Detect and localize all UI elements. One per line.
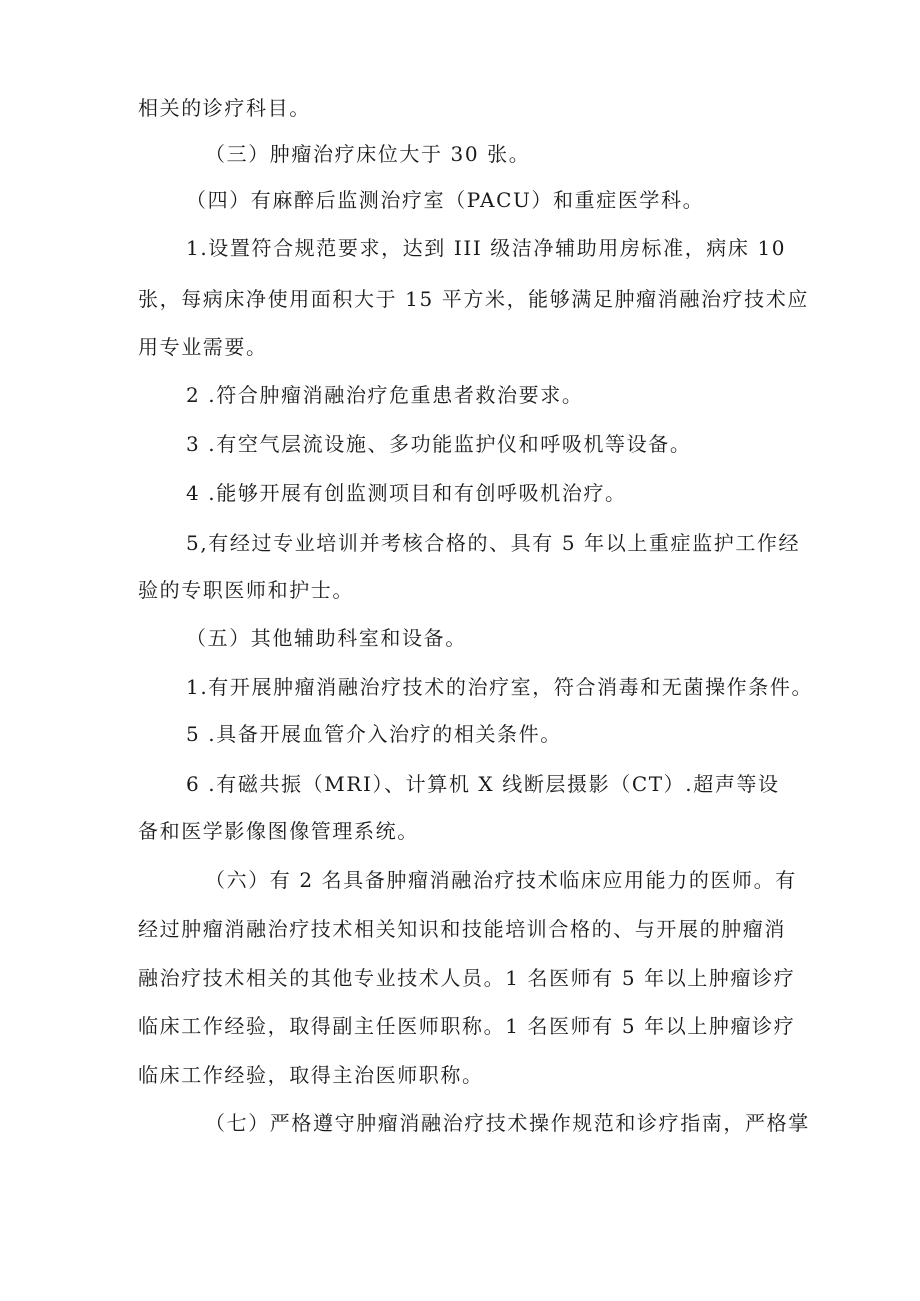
text-line: 1.设置符合规范要求，达到 III 级洁净辅助用房标准，病床 10 bbox=[186, 236, 787, 260]
text-line: （五）其他辅助科室和设备。 bbox=[186, 626, 467, 650]
text-line: 6 .有磁共振（MRI）、计算机 X 线断层摄影（CT）.超声等设 bbox=[186, 772, 780, 796]
text-line: 融治疗技术相关的其他专业技术人员。1 名医师有 5 年以上肿瘤诊疗 bbox=[138, 966, 796, 990]
text-line: 备和医学影像图像管理系统。 bbox=[138, 819, 419, 843]
text-line: （三）肿瘤治疗床位大于 30 张。 bbox=[205, 142, 531, 166]
text-line: 临床工作经验，取得副主任医师职称。1 名医师有 5 年以上肿瘤诊疗 bbox=[138, 1014, 796, 1038]
text-line: 1.有开展肿瘤消融治疗技术的治疗室，符合消毒和无菌操作条件。 bbox=[186, 675, 814, 699]
text-line: 2 .符合肿瘤消融治疗危重患者救治要求。 bbox=[186, 383, 584, 407]
text-line: 5 .具备开展血管介入治疗的相关条件。 bbox=[186, 722, 562, 746]
text-line: 5,有经过专业培训并考核合格的、具有 5 年以上重症监护工作经 bbox=[186, 531, 801, 555]
text-line: 临床工作经验，取得主治医师职称。 bbox=[138, 1063, 484, 1087]
text-line: 3 .有空气层流设施、多功能监护仪和呼吸机等设备。 bbox=[186, 432, 692, 456]
text-line: 验的专职医师和护士。 bbox=[138, 578, 354, 602]
text-line: 4 .能够开展有创监测项目和有创呼吸机治疗。 bbox=[186, 481, 627, 505]
text-line: （六）有 2 名具备肿瘤消融治疗技术临床应用能力的医师。有 bbox=[205, 868, 797, 892]
text-line: 张，每病床净使用面积大于 15 平方米，能够满足肿瘤消融治疗技术应 bbox=[138, 287, 809, 311]
text-line: 用专业需要。 bbox=[138, 335, 268, 359]
text-line: 经过肿瘤消融治疗技术相关知识和技能培训合格的、与开展的肿瘤消 bbox=[138, 917, 786, 941]
text-line: （四）有麻醉后监测治疗室（PACU）和重症医学科。 bbox=[186, 188, 705, 212]
text-line: 相关的诊疗科目。 bbox=[138, 96, 311, 120]
text-line: （七）严格遵守肿瘤消融治疗技术操作规范和诊疗指南，严格掌 bbox=[205, 1111, 810, 1135]
